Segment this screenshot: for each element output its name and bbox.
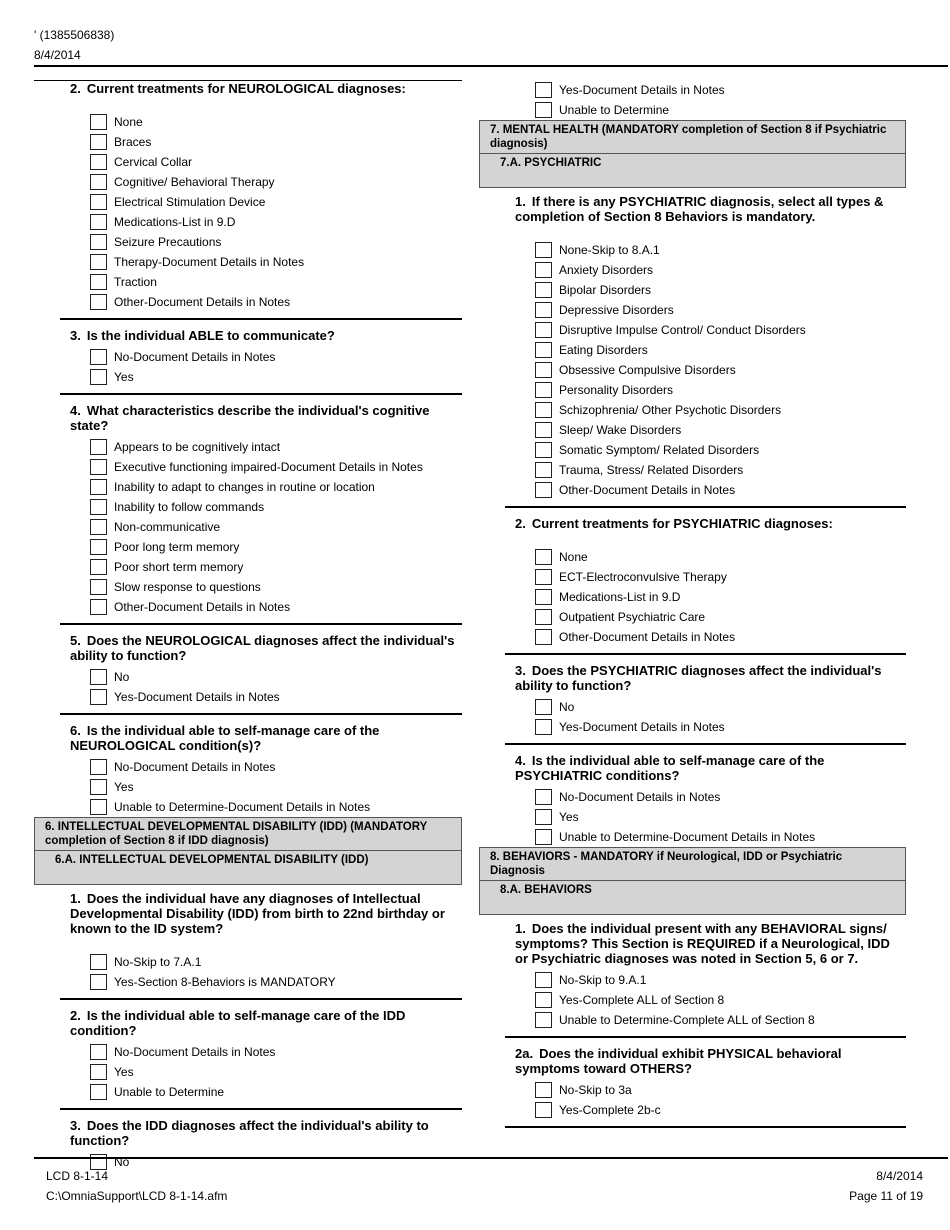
checkbox[interactable] bbox=[535, 1012, 552, 1028]
checkbox[interactable] bbox=[535, 422, 552, 438]
option-row[interactable] bbox=[535, 320, 906, 340]
option-label: Braces bbox=[114, 135, 152, 149]
option-row[interactable] bbox=[535, 547, 906, 567]
option-label: Poor short term memory bbox=[114, 560, 244, 574]
option-row[interactable] bbox=[535, 970, 906, 990]
option-list bbox=[535, 547, 906, 647]
option-row[interactable] bbox=[535, 300, 906, 320]
option-row[interactable] bbox=[90, 347, 462, 367]
option-label: Executive functioning impaired-Document Details in Notes bbox=[114, 460, 423, 474]
option-list bbox=[90, 437, 462, 617]
checkbox[interactable] bbox=[535, 462, 552, 478]
option-label: Eating Disorders bbox=[559, 343, 648, 357]
option-row[interactable] bbox=[90, 497, 462, 517]
checkbox[interactable] bbox=[535, 82, 552, 98]
section-divider bbox=[60, 713, 462, 715]
option-label: Schizophrenia/ Other Psychotic Disorders bbox=[559, 403, 782, 417]
option-list bbox=[535, 697, 906, 737]
question bbox=[70, 1008, 462, 1038]
option-list bbox=[535, 787, 906, 847]
option-label: Obsessive Compulsive Disorders bbox=[559, 363, 736, 377]
question bbox=[70, 81, 462, 96]
question-text: Does the individual present with any BEHAVIORAL signs/ symptoms? This Section is REQUIRED if a Neurological, IDD or Psychiatric diagnoses was noted in Section 5, 6 or 7. bbox=[515, 921, 890, 966]
option-row[interactable] bbox=[90, 1042, 462, 1062]
question bbox=[515, 1046, 906, 1076]
option-row[interactable] bbox=[535, 340, 906, 360]
checkbox[interactable] bbox=[535, 262, 552, 278]
checkbox[interactable] bbox=[90, 194, 107, 210]
option-label: Personality Disorders bbox=[559, 383, 674, 397]
checkbox[interactable] bbox=[535, 829, 552, 845]
question-text: Is the individual able to self-manage care of the NEUROLOGICAL condition(s)? bbox=[70, 723, 380, 753]
option-label: None bbox=[114, 115, 143, 129]
option-row[interactable] bbox=[90, 687, 462, 707]
checkbox[interactable] bbox=[90, 234, 107, 250]
question-number: 1. bbox=[515, 921, 526, 936]
question-number: 2. bbox=[515, 516, 526, 531]
option-label: Slow response to questions bbox=[114, 580, 261, 594]
option-row[interactable] bbox=[90, 797, 462, 817]
option-label: Yes-Document Details in Notes bbox=[559, 83, 725, 97]
option-row[interactable] bbox=[90, 517, 462, 537]
option-row[interactable] bbox=[90, 232, 462, 252]
checkbox[interactable] bbox=[535, 589, 552, 605]
option-row[interactable] bbox=[90, 192, 462, 212]
checkbox[interactable] bbox=[90, 954, 107, 970]
section-header: 8. BEHAVIORS - MANDATORY if Neurological, IDD or Psychiatric Diagnosis bbox=[479, 847, 906, 881]
left-column bbox=[34, 80, 462, 1172]
option-label: Anxiety Disorders bbox=[559, 263, 654, 277]
option-label: No-Document Details in Notes bbox=[114, 1045, 276, 1059]
question-text: Is the individual ABLE to communicate? bbox=[86, 328, 335, 343]
question-number: 3. bbox=[70, 1118, 81, 1133]
option-row[interactable] bbox=[90, 437, 462, 457]
checkbox[interactable] bbox=[90, 1064, 107, 1080]
checkbox[interactable] bbox=[535, 482, 552, 498]
question-number: 3. bbox=[70, 328, 81, 343]
section-divider bbox=[60, 393, 462, 395]
option-label: Trauma, Stress/ Related Disorders bbox=[559, 463, 744, 477]
checkbox[interactable] bbox=[535, 569, 552, 585]
option-row[interactable] bbox=[90, 577, 462, 597]
checkbox[interactable] bbox=[90, 294, 107, 310]
checkbox[interactable] bbox=[90, 799, 107, 815]
checkbox[interactable] bbox=[535, 1082, 552, 1098]
checkbox[interactable] bbox=[90, 669, 107, 685]
option-row[interactable] bbox=[535, 1100, 906, 1120]
option-row[interactable] bbox=[535, 420, 906, 440]
option-label: Sleep/ Wake Disorders bbox=[559, 423, 682, 437]
footer-date: 8/4/2014 bbox=[876, 1169, 923, 1183]
option-label: No-Document Details in Notes bbox=[114, 760, 276, 774]
checkbox[interactable] bbox=[90, 759, 107, 775]
option-row[interactable] bbox=[90, 152, 462, 172]
question-number: 1. bbox=[515, 194, 526, 209]
checkbox[interactable] bbox=[535, 382, 552, 398]
checkbox[interactable] bbox=[90, 174, 107, 190]
checkbox[interactable] bbox=[90, 499, 107, 515]
option-row[interactable] bbox=[90, 952, 462, 972]
question-number: 5. bbox=[70, 633, 81, 648]
option-row[interactable] bbox=[535, 460, 906, 480]
question bbox=[515, 753, 906, 783]
footer-page: Page 11 of 19 bbox=[849, 1189, 923, 1203]
checkbox[interactable] bbox=[535, 972, 552, 988]
section-divider bbox=[60, 623, 462, 625]
checkbox[interactable] bbox=[90, 599, 107, 615]
option-list bbox=[90, 757, 462, 817]
checkbox[interactable] bbox=[535, 342, 552, 358]
option-label: Somatic Symptom/ Related Disorders bbox=[559, 443, 760, 457]
option-label: Yes bbox=[114, 370, 134, 384]
checkbox[interactable] bbox=[535, 809, 552, 825]
checkbox[interactable] bbox=[535, 242, 552, 258]
section-divider bbox=[505, 506, 906, 508]
option-label: Other-Document Details in Notes bbox=[114, 295, 291, 309]
option-row[interactable] bbox=[535, 240, 906, 260]
option-label: No-Skip to 9.A.1 bbox=[559, 973, 647, 987]
option-row[interactable] bbox=[535, 380, 906, 400]
option-label: Electrical Stimulation Device bbox=[114, 195, 266, 209]
option-label: Therapy-Document Details in Notes bbox=[114, 255, 305, 269]
section-header: 7. MENTAL HEALTH (MANDATORY completion of Section 8 if Psychiatric diagnosis) bbox=[479, 120, 906, 154]
option-row[interactable] bbox=[90, 252, 462, 272]
question bbox=[515, 921, 906, 966]
option-label: Yes-Complete ALL of Section 8 bbox=[559, 993, 725, 1007]
option-label: Disruptive Impulse Control/ Conduct Disorders bbox=[559, 323, 806, 337]
option-list bbox=[535, 240, 906, 500]
option-label: Outpatient Psychiatric Care bbox=[559, 610, 706, 624]
option-label: None-Skip to 8.A.1 bbox=[559, 243, 660, 257]
option-label: Other-Document Details in Notes bbox=[559, 483, 736, 497]
question-text: Does the PSYCHIATRIC diagnoses affect the individual's ability to function? bbox=[515, 663, 882, 693]
option-label: Non-communicative bbox=[114, 520, 221, 534]
option-row[interactable] bbox=[535, 587, 906, 607]
checkbox[interactable] bbox=[535, 1102, 552, 1118]
checkbox[interactable] bbox=[535, 789, 552, 805]
option-row[interactable] bbox=[90, 367, 462, 387]
option-row[interactable] bbox=[90, 777, 462, 797]
section-divider bbox=[60, 318, 462, 320]
option-label: No-Skip to 7.A.1 bbox=[114, 955, 202, 969]
footer-form: LCD 8-1-14 bbox=[46, 1169, 109, 1183]
option-row[interactable] bbox=[90, 1062, 462, 1082]
option-label: Medications-List in 9.D bbox=[114, 215, 236, 229]
section-header: 6. INTELLECTUAL DEVELOPMENTAL DISABILITY (IDD) (MANDATORY completion of Section 8 if IDD diagnosis) bbox=[34, 817, 462, 851]
checkbox[interactable] bbox=[90, 539, 107, 555]
option-row[interactable] bbox=[90, 1152, 462, 1172]
option-row[interactable] bbox=[535, 990, 906, 1010]
question-text: Is the individual able to self-manage care of the PSYCHIATRIC conditions? bbox=[515, 753, 825, 783]
question-number: 1. bbox=[70, 891, 81, 906]
option-row[interactable] bbox=[90, 272, 462, 292]
option-row[interactable] bbox=[90, 457, 462, 477]
section-divider bbox=[60, 998, 462, 1000]
option-row[interactable] bbox=[90, 597, 462, 617]
checkbox[interactable] bbox=[90, 689, 107, 705]
option-label: Unable to Determine-Document Details in Notes bbox=[559, 830, 816, 844]
question-text: Current treatments for PSYCHIATRIC diagnoses: bbox=[531, 516, 833, 531]
question bbox=[515, 194, 906, 224]
question-text: If there is any PSYCHIATRIC diagnosis, select all types & completion of Section 8 Behaviors is mandatory. bbox=[515, 194, 884, 224]
checkbox[interactable] bbox=[535, 609, 552, 625]
option-row[interactable] bbox=[535, 80, 906, 100]
question-number: 2a. bbox=[515, 1046, 534, 1061]
question bbox=[70, 403, 462, 433]
question-number: 2. bbox=[70, 81, 81, 96]
question-text: What characteristics describe the individual's cognitive state? bbox=[70, 403, 430, 433]
option-list bbox=[90, 112, 462, 312]
option-label: Appears to be cognitively intact bbox=[114, 440, 281, 454]
option-list bbox=[90, 1042, 462, 1102]
question-number: 6. bbox=[70, 723, 81, 738]
checkbox[interactable] bbox=[90, 134, 107, 150]
option-row[interactable] bbox=[535, 1010, 906, 1030]
question-number: 2. bbox=[70, 1008, 81, 1023]
checkbox[interactable] bbox=[90, 1084, 107, 1100]
question bbox=[70, 891, 462, 936]
option-label: No bbox=[114, 1155, 130, 1169]
checkbox[interactable] bbox=[535, 719, 552, 735]
question-text: Does the individual have any diagnoses of Intellectual Developmental Disability (IDD) from birth to 22nd birthday or known to the ID system? bbox=[70, 891, 445, 936]
question-text: Current treatments for NEUROLOGICAL diagnoses: bbox=[86, 81, 406, 96]
checkbox[interactable] bbox=[535, 629, 552, 645]
option-label: Depressive Disorders bbox=[559, 303, 674, 317]
checkbox[interactable] bbox=[90, 349, 107, 365]
option-row[interactable] bbox=[90, 112, 462, 132]
option-row[interactable] bbox=[90, 212, 462, 232]
option-list bbox=[90, 1152, 462, 1172]
checkbox[interactable] bbox=[90, 214, 107, 230]
option-row[interactable] bbox=[90, 972, 462, 992]
option-label: Bipolar Disorders bbox=[559, 283, 652, 297]
option-row[interactable] bbox=[535, 627, 906, 647]
checkbox[interactable] bbox=[90, 974, 107, 990]
option-label: Traction bbox=[114, 275, 157, 289]
option-label: ECT-Electroconvulsive Therapy bbox=[559, 570, 727, 584]
question bbox=[70, 328, 462, 343]
footer-divider bbox=[34, 1157, 948, 1159]
option-row[interactable] bbox=[535, 100, 906, 120]
option-row[interactable] bbox=[535, 787, 906, 807]
option-list bbox=[535, 80, 906, 120]
question bbox=[515, 516, 906, 531]
option-row[interactable] bbox=[535, 827, 906, 847]
checkbox[interactable] bbox=[90, 439, 107, 455]
checkbox[interactable] bbox=[535, 442, 552, 458]
checkbox[interactable] bbox=[90, 479, 107, 495]
option-label: No bbox=[559, 700, 575, 714]
checkbox[interactable] bbox=[535, 102, 552, 118]
option-row[interactable] bbox=[535, 440, 906, 460]
header-date: 8/4/2014 bbox=[34, 48, 81, 62]
option-label: No-Document Details in Notes bbox=[114, 350, 276, 364]
checkbox[interactable] bbox=[535, 992, 552, 1008]
checkbox[interactable] bbox=[535, 549, 552, 565]
question-number: 3. bbox=[515, 663, 526, 678]
option-label: Inability to adapt to changes in routine or location bbox=[114, 480, 375, 494]
option-list bbox=[535, 1080, 906, 1120]
checkbox[interactable] bbox=[90, 459, 107, 475]
option-row[interactable] bbox=[535, 697, 906, 717]
option-row[interactable] bbox=[90, 172, 462, 192]
subsection-header: 6.A. INTELLECTUAL DEVELOPMENTAL DISABILITY (IDD) bbox=[34, 851, 462, 885]
checkbox[interactable] bbox=[90, 1044, 107, 1060]
option-list bbox=[90, 952, 462, 992]
option-label: Yes-Document Details in Notes bbox=[559, 720, 725, 734]
option-label: Yes bbox=[559, 810, 579, 824]
section-divider bbox=[505, 1126, 906, 1128]
option-row[interactable] bbox=[535, 400, 906, 420]
question bbox=[70, 1118, 462, 1148]
option-label: Yes bbox=[114, 1065, 134, 1079]
option-label: Yes bbox=[114, 780, 134, 794]
option-row[interactable] bbox=[535, 807, 906, 827]
checkbox[interactable] bbox=[90, 519, 107, 535]
option-label: None bbox=[559, 550, 588, 564]
question-text: Is the individual able to self-manage care of the IDD condition? bbox=[70, 1008, 406, 1038]
option-row[interactable] bbox=[90, 292, 462, 312]
option-row[interactable] bbox=[535, 1080, 906, 1100]
option-label: Cervical Collar bbox=[114, 155, 193, 169]
section-divider bbox=[505, 653, 906, 655]
question-number: 4. bbox=[515, 753, 526, 768]
option-row[interactable] bbox=[90, 557, 462, 577]
checkbox[interactable] bbox=[90, 559, 107, 575]
checkbox[interactable] bbox=[535, 302, 552, 318]
question bbox=[70, 633, 462, 663]
checkbox[interactable] bbox=[90, 114, 107, 130]
option-label: Other-Document Details in Notes bbox=[114, 600, 291, 614]
option-label: No-Document Details in Notes bbox=[559, 790, 721, 804]
option-list bbox=[535, 970, 906, 1030]
option-row[interactable] bbox=[535, 567, 906, 587]
question bbox=[70, 723, 462, 753]
option-row[interactable] bbox=[535, 260, 906, 280]
checkbox[interactable] bbox=[90, 254, 107, 270]
subsection-header: 7.A. PSYCHIATRIC bbox=[479, 154, 906, 188]
section-divider bbox=[505, 743, 906, 745]
option-row[interactable] bbox=[90, 477, 462, 497]
option-label: No-Skip to 3a bbox=[559, 1083, 632, 1097]
option-label: Other-Document Details in Notes bbox=[559, 630, 736, 644]
option-label: Medications-List in 9.D bbox=[559, 590, 681, 604]
question-text: Does the NEUROLOGICAL diagnoses affect the individual's ability to function? bbox=[70, 633, 455, 663]
option-label: Yes-Section 8-Behaviors is MANDATORY bbox=[114, 975, 336, 989]
right-column bbox=[479, 80, 906, 1136]
option-row[interactable] bbox=[535, 280, 906, 300]
question-number: 4. bbox=[70, 403, 81, 418]
checkbox[interactable] bbox=[90, 369, 107, 385]
option-label: Unable to Determine-Complete ALL of Section 8 bbox=[559, 1013, 815, 1027]
option-row[interactable] bbox=[535, 717, 906, 737]
option-row[interactable] bbox=[535, 607, 906, 627]
option-row[interactable] bbox=[90, 757, 462, 777]
checkbox[interactable] bbox=[90, 579, 107, 595]
checkbox[interactable] bbox=[535, 362, 552, 378]
checkbox[interactable] bbox=[535, 282, 552, 298]
checkbox[interactable] bbox=[535, 322, 552, 338]
option-row[interactable] bbox=[90, 537, 462, 557]
checkbox[interactable] bbox=[535, 699, 552, 715]
option-label: Yes-Complete 2b-c bbox=[559, 1103, 661, 1117]
checkbox[interactable] bbox=[535, 402, 552, 418]
option-row[interactable] bbox=[535, 480, 906, 500]
question-text: Does the IDD diagnoses affect the individual's ability to function? bbox=[70, 1118, 429, 1148]
option-label: Unable to Determine bbox=[114, 1085, 225, 1099]
checkbox[interactable] bbox=[90, 154, 107, 170]
option-row[interactable] bbox=[90, 1082, 462, 1102]
option-list bbox=[90, 347, 462, 387]
question-text: Does the individual exhibit PHYSICAL behavioral symptoms toward OTHERS? bbox=[515, 1046, 842, 1076]
option-label: No bbox=[114, 670, 130, 684]
subsection-header: 8.A. BEHAVIORS bbox=[479, 881, 906, 915]
option-row[interactable] bbox=[535, 360, 906, 380]
option-label: Cognitive/ Behavioral Therapy bbox=[114, 175, 275, 189]
option-label: Yes-Document Details in Notes bbox=[114, 690, 280, 704]
section-divider bbox=[505, 1036, 906, 1038]
checkbox[interactable] bbox=[90, 779, 107, 795]
option-label: Unable to Determine bbox=[559, 103, 670, 117]
option-row[interactable] bbox=[90, 132, 462, 152]
option-label: Inability to follow commands bbox=[114, 500, 265, 514]
option-label: Unable to Determine-Document Details in Notes bbox=[114, 800, 371, 814]
question bbox=[515, 663, 906, 693]
header-divider bbox=[34, 65, 948, 67]
option-list bbox=[90, 667, 462, 707]
checkbox[interactable] bbox=[90, 274, 107, 290]
header-id: ' (1385506838) bbox=[34, 28, 115, 42]
option-label: Poor long term memory bbox=[114, 540, 240, 554]
option-row[interactable] bbox=[90, 667, 462, 687]
section-divider bbox=[60, 1108, 462, 1110]
footer-path: C:\OmniaSupport\LCD 8-1-14.afm bbox=[46, 1189, 228, 1203]
option-label: Seizure Precautions bbox=[114, 235, 222, 249]
